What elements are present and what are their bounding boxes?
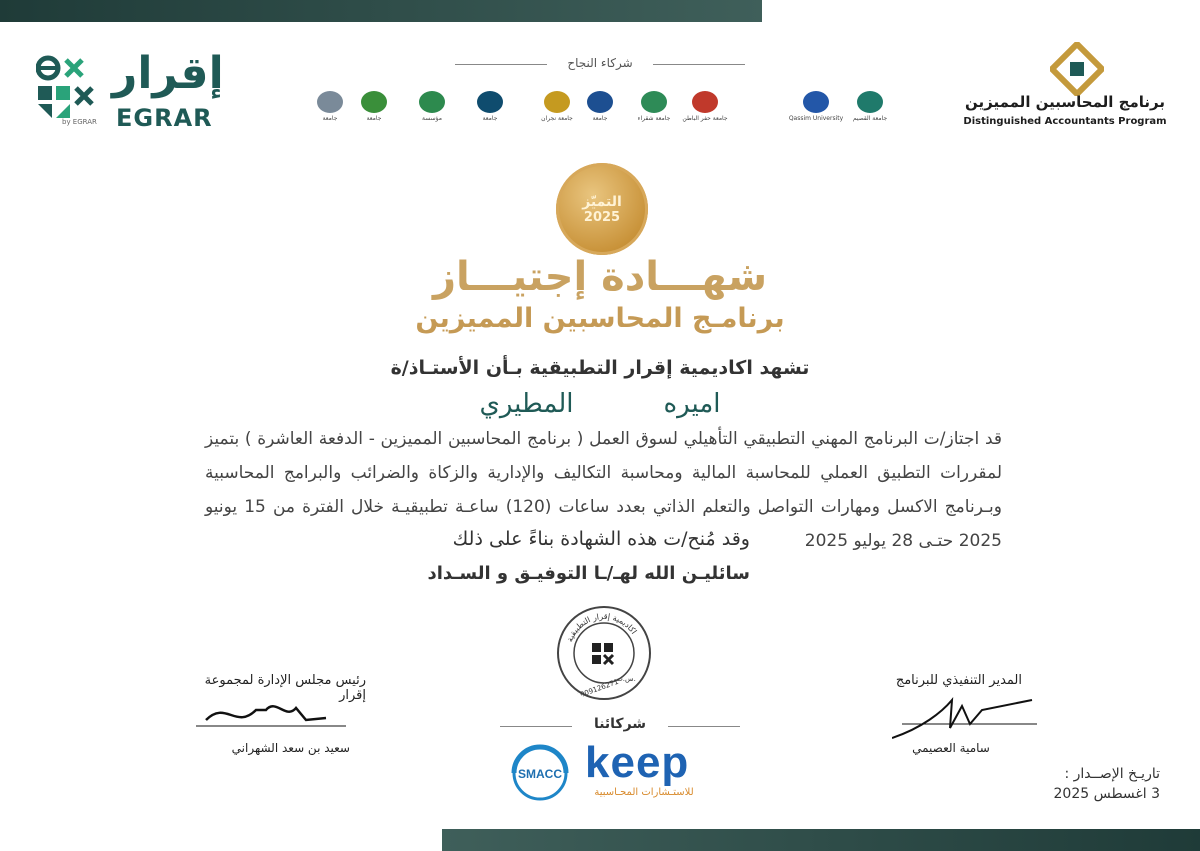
egrar-logo-by: by EGRAR	[62, 118, 97, 126]
left-signature-icon	[196, 690, 346, 735]
partner-name: جامعة القصيم	[852, 114, 888, 122]
partners-title	[455, 56, 745, 70]
right-signatory-name: سامية العصيمي	[912, 741, 990, 755]
partner-emblem-icon	[317, 91, 343, 113]
partner-emblem-icon	[692, 91, 718, 113]
partner-name: جامعة نجران	[541, 114, 573, 122]
program-logo-english: Distinguished Accountants Program	[963, 116, 1167, 127]
partners-title-line-right	[653, 64, 745, 65]
keep-subtitle: للاستـشارات المحـاسبية	[594, 787, 694, 798]
recipient-first-name: اميره	[663, 389, 721, 419]
left-signatory-title: رئيس مجلس الإدارة لمجموعة إقرار	[204, 673, 366, 703]
partner-logo	[530, 82, 584, 130]
academy-stamp-icon	[556, 605, 652, 701]
partner-emblem-icon	[419, 91, 445, 113]
excellence-medal	[556, 163, 648, 255]
granted-line: وقد مُنح/ت هذه الشهادة بناءً على ذلك	[452, 528, 750, 550]
partner-logo	[465, 82, 515, 130]
stamp-text: اكاديمية إقرار التطبيقية	[565, 611, 639, 644]
our-partners-line-right	[668, 726, 740, 727]
egrar-logo-english: EGRAR	[116, 104, 213, 132]
recipient-last-name: المطيري	[479, 389, 574, 419]
partner-emblem-icon	[544, 91, 570, 113]
stamp-cr: س.ت.	[616, 675, 636, 683]
partners-title-line-left	[455, 64, 547, 65]
medal-label: التميّز	[582, 193, 622, 210]
partner-name: جامعة	[482, 114, 498, 122]
keep-logo: keep	[585, 738, 690, 787]
issue-date-label: تاريـخ الإصــدار :	[1064, 766, 1160, 782]
smacc-text: SMACC	[518, 767, 562, 781]
partner-emblem-icon	[857, 91, 883, 113]
partner-logo	[630, 82, 678, 130]
recipient-name	[360, 389, 840, 419]
certify-line: تشهد اكاديمية إقرار التطبيقية بـأن الأستـاذ/ة	[390, 357, 810, 379]
left-signatory-name: سعيد بن سعد الشهراني	[231, 741, 350, 755]
partner-logo	[790, 82, 842, 130]
right-signatory-title: المدير التنفيذي للبرنامج	[895, 673, 1022, 688]
program-logo-arabic: برنامج المحاسبين المميزين	[964, 93, 1165, 111]
partner-name: جامعة حفر الباطن	[682, 114, 728, 122]
partner-logo	[840, 82, 900, 130]
certificate-body: قد اجتاز/ت البرنامج المهني التطبيقي التأهيلي لسوق العمل ( برنامج المحاسبين المميزين - الدفعة العاشرة ) بتميز لمقررات التطبيق العملي للمحاسبة المالية ومحاسبة التكاليف والإدارية والزكاة والضرائب والبرامج المحاسبية وبـرنامج الاكسل ومهارات التواصل والتعلم الذاتي بعدد ساعات (120) ساعـة تطبيقيـة خلال الفترة من 15 يونيو 2025 حتـى 28 يوليو 2025	[205, 429, 1002, 551]
partner-name: Qassim University	[788, 114, 844, 122]
certificate-subtitle: برنامـج المحاسبين المميزين	[415, 303, 785, 334]
smacc-logo-icon	[506, 744, 574, 802]
partner-name: مؤسسة	[422, 114, 442, 122]
partner-logo	[585, 82, 615, 130]
egrar-logo-arabic: إقرار	[112, 48, 224, 99]
partner-logo	[306, 82, 354, 130]
partner-logo	[680, 82, 730, 130]
stamp-number: 1009126271	[575, 677, 620, 701]
partner-emblem-icon	[587, 91, 613, 113]
partner-name: جامعة	[366, 114, 382, 122]
bottom-decorative-bar	[442, 829, 1200, 851]
our-partners-line-left	[500, 726, 572, 727]
partner-emblem-icon	[477, 91, 503, 113]
wishes-line: سائليـن الله لهـ/ـا التوفيـق و السـداد	[427, 563, 750, 584]
right-signature-icon	[892, 690, 1037, 740]
partners-title-text: شركاء النجاح	[567, 56, 633, 70]
partner-name: جامعة	[592, 114, 608, 122]
certificate-title: شهـــادة إجتيـــاز	[432, 254, 768, 300]
top-decorative-bar	[0, 0, 762, 22]
partner-logo	[412, 82, 452, 130]
partner-emblem-icon	[641, 91, 667, 113]
partner-name: جامعة	[322, 114, 338, 122]
medal-year: 2025	[583, 209, 621, 225]
partner-emblem-icon	[361, 91, 387, 113]
partner-emblem-icon	[803, 91, 829, 113]
partner-logo	[356, 82, 392, 130]
our-partners-title-text: شركائنا	[593, 716, 647, 732]
partner-name: جامعة شقراء	[637, 114, 671, 122]
issue-date-value: 3 اغسطس 2025	[1053, 786, 1160, 802]
program-logo-icon	[1050, 42, 1104, 96]
our-partners-title	[500, 716, 740, 732]
